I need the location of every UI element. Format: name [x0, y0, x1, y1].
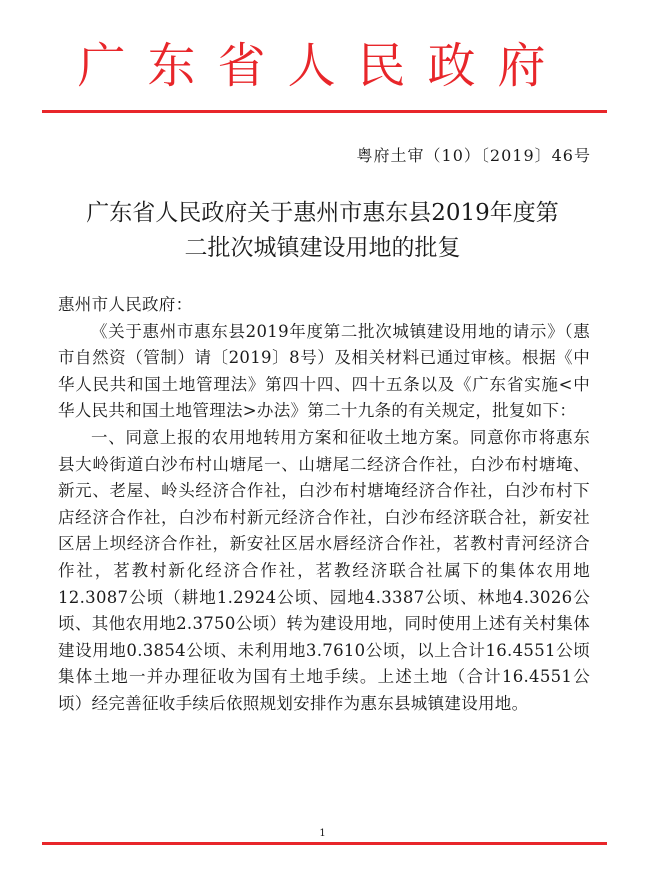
document-body: [58, 292, 590, 718]
body-paragraph: 《关于惠州市惠东县2019年度第二批次城镇建设用地的请示》（惠市自然资（管制）请〔2019〕8号）及相关材料已通过审核。根据《中华人民共和国土地管理法》第四十四、四十五条以及《广东省实施<中华人民共和国土地管理法>办法》第二十九条的有关规定，批复如下：: [58, 321, 590, 421]
document-number: 粤府土审（10）〔2019〕46号: [356, 146, 591, 165]
document-title-line: 广东省人民政府关于惠州市惠东县2019年度第: [86, 200, 559, 226]
issuer-header-title: 广东省人民政府: [77, 38, 568, 94]
document-title-line: 二批次城镇建设用地的批复: [184, 235, 461, 261]
header-red-rule: [42, 110, 607, 113]
salutation: 惠州市人民政府：: [58, 295, 193, 314]
page-number: 1: [319, 828, 326, 839]
body-paragraph: 一、同意上报的农用地转用方案和征收土地方案。同意你市将惠东县大岭街道白沙布村山塘尾一、山塘尾二经济合作社，白沙布村塘埯、新元、老屋、岭头经济合作社，白沙布村塘埯经济合作社，白沙布村下店经济合作社，白沙布村新元经济合作社，白沙布经济联合社，新安社区居上坝经济合作社，新安社区居水唇经济合作社，茗教村青河经济合作社，茗教村新化经济合作社，茗教经济联合社属下的集体农用地12.3087公顷（耕地1.2924公顷、园地4.3387公顷、林地4.3026公顷、其他农用地2.3750公顷）转为建设用地，同时使用上述有关村集体建设用地0.3854公顷、未利用地3.7610公顷，以上合计16.4551公顷集体土地一并办理征收为国有土地手续。上述土地（合计16.4551公顷）经完善征收手续后依照规划安排作为惠东县城镇建设用地。: [58, 427, 590, 713]
document-title: [40, 196, 605, 266]
footer-red-rule: [42, 842, 607, 845]
